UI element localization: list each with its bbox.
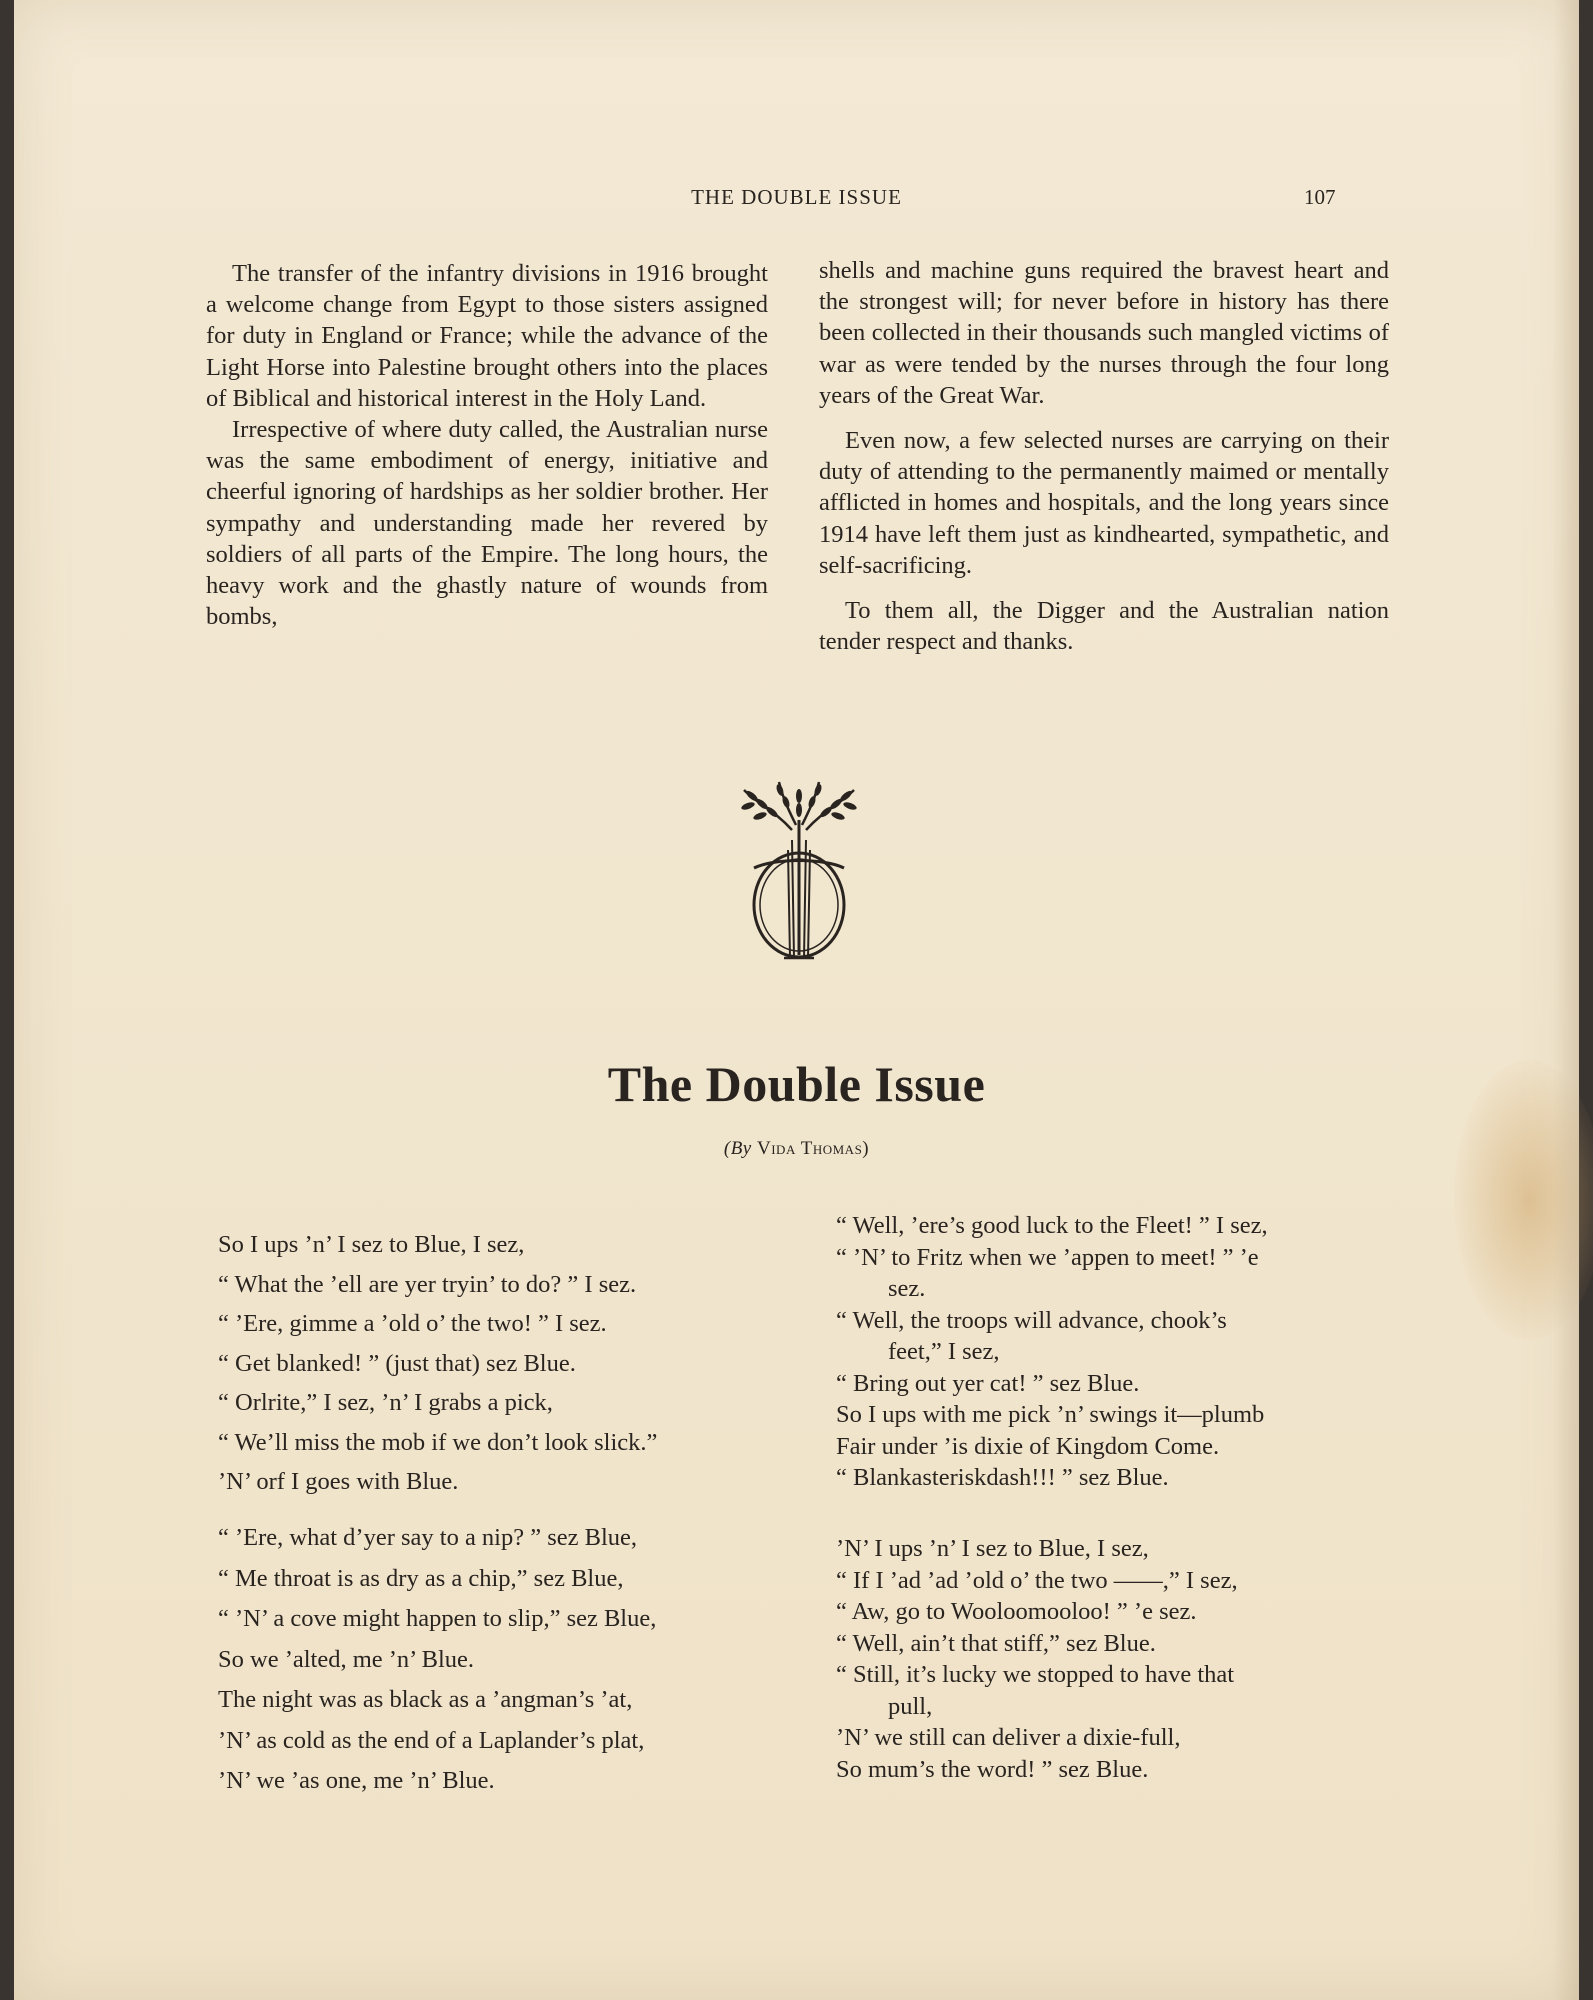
article-left-column bbox=[206, 258, 768, 632]
poem-line: feet,” I sez, bbox=[888, 1338, 1000, 1365]
poem-line: So mum’s the word! ” sez Blue. bbox=[836, 1755, 1149, 1783]
wheat-sheaf-ring-icon bbox=[724, 780, 874, 970]
poem-line: “ Still, it’s lucky we stopped to have that bbox=[836, 1661, 1235, 1688]
page-number: 107 bbox=[1304, 185, 1336, 209]
poem-line: “ What the ’ell are yer tryin’ to do? ” I sez. bbox=[218, 1270, 637, 1298]
poem-line: “ Well, the troops will advance, chook’s bbox=[836, 1306, 1227, 1334]
poem-line: “ ’Ere, what d’yer say to a nip? ” sez Blue, bbox=[218, 1524, 638, 1551]
poem-line: “ Aw, go to Wooloomooloo! ” ’e sez. bbox=[836, 1598, 1197, 1625]
poem-line: “ Orlrite,” I sez, ’n’ I grabs a pick, bbox=[218, 1389, 553, 1416]
paragraph: To them all, the Digger and the Australian nation tender respect and thanks. bbox=[819, 597, 1389, 656]
poem-line: “ Well, ’ere’s good luck to the Fleet! ” I sez, bbox=[836, 1212, 1268, 1239]
poem-stanza-4 bbox=[836, 1533, 1238, 1785]
poem-line: So I ups ’n’ I sez to Blue, I sez, bbox=[218, 1231, 525, 1258]
poem-line: sez. bbox=[888, 1275, 926, 1302]
poem-stanza-1 bbox=[218, 1225, 657, 1502]
poem-stanza-3 bbox=[836, 1210, 1268, 1494]
poem-line: “ Get blanked! ” (just that) sez Blue. bbox=[218, 1349, 576, 1377]
byline-prefix: (By bbox=[723, 1138, 752, 1159]
poem-line: So I ups with me pick ’n’ swings it—plumb bbox=[836, 1401, 1265, 1428]
running-head bbox=[14, 185, 1579, 215]
poem-stanza-2 bbox=[218, 1518, 656, 1802]
poem-line: ’N’ we ’as one, me ’n’ Blue. bbox=[218, 1767, 495, 1794]
poem-line: “ If I ’ad ’ad ’old o’ the two ——,” I sez, bbox=[836, 1566, 1238, 1594]
running-title: THE DOUBLE ISSUE bbox=[691, 185, 902, 209]
poem-line: “ Blankasteriskdash!!! ” sez Blue. bbox=[836, 1464, 1169, 1491]
poem-line: “ ’Ere, gimme a ’old o’ the two! ” I sez. bbox=[218, 1310, 607, 1337]
poem-line: “ ’N’ to Fritz when we ’appen to meet! ” ’e bbox=[836, 1243, 1259, 1271]
poem-line: “ Well, ain’t that stiff,” sez Blue. bbox=[836, 1629, 1156, 1657]
magazine-page bbox=[14, 0, 1579, 2000]
poem-line: “ ’N’ a cove might happen to slip,” sez Blue, bbox=[218, 1605, 657, 1632]
poem-line: ’N’ orf I goes with Blue. bbox=[218, 1468, 459, 1495]
page-edge-shadow bbox=[1553, 0, 1579, 2000]
poem-line: So we ’alted, me ’n’ Blue. bbox=[218, 1645, 475, 1673]
poem-title: The Double Issue bbox=[607, 1056, 986, 1112]
poem-line: ’N’ we still can deliver a dixie-full, bbox=[836, 1724, 1181, 1751]
poem-line: Fair under ’is dixie of Kingdom Come. bbox=[836, 1432, 1220, 1460]
byline-author: Vida Thomas) bbox=[757, 1138, 870, 1159]
poem-line: “ We’ll miss the mob if we don’t look slick.” bbox=[218, 1428, 658, 1456]
byline bbox=[14, 1138, 1579, 1160]
paragraph: Irrespective of where duty called, the Australian nurse was the same embodiment of energy, initiative and cheerful ignoring of hardships as her soldier brother. Her sympathy and understanding made her revered by soldiers of all parts of the Empire. The long hours, the heavy work and the ghastly nature of wounds from bombs, bbox=[206, 416, 768, 631]
paragraph: The transfer of the infantry divisions in 1916 brought a welcome change from Egypt to those sisters assigned for duty in England or France; while the advance of the Light Horse into Palestine brought others into the places of Biblical and historical interest in the Holy Land. bbox=[206, 260, 768, 412]
paragraph: shells and machine guns required the bravest heart and the strongest will; for never before in history has there been collected in their thousands such mangled victims of war as were tended by the nurses through the four long years of the Great War. bbox=[819, 257, 1389, 409]
poem-line: pull, bbox=[888, 1692, 933, 1720]
paragraph: Even now, a few selected nurses are carrying on their duty of attending to the permanently maimed or mentally afflicted in homes and hospitals, and the long years since 1914 have left them just as kindhearted, sympathetic, and self-sacrificing. bbox=[819, 427, 1389, 579]
poem-line: ’N’ I ups ’n’ I sez to Blue, I sez, bbox=[836, 1535, 1149, 1562]
poem-line: ’N’ as cold as the end of a Laplander’s plat, bbox=[218, 1726, 645, 1754]
poem-line: “ Me throat is as dry as a chip,” sez Blue, bbox=[218, 1564, 624, 1592]
article-right-column bbox=[819, 255, 1389, 657]
poem-line: “ Bring out yer cat! ” sez Blue. bbox=[836, 1369, 1140, 1397]
poem-line: The night was as black as a ’angman’s ’at, bbox=[218, 1686, 633, 1713]
